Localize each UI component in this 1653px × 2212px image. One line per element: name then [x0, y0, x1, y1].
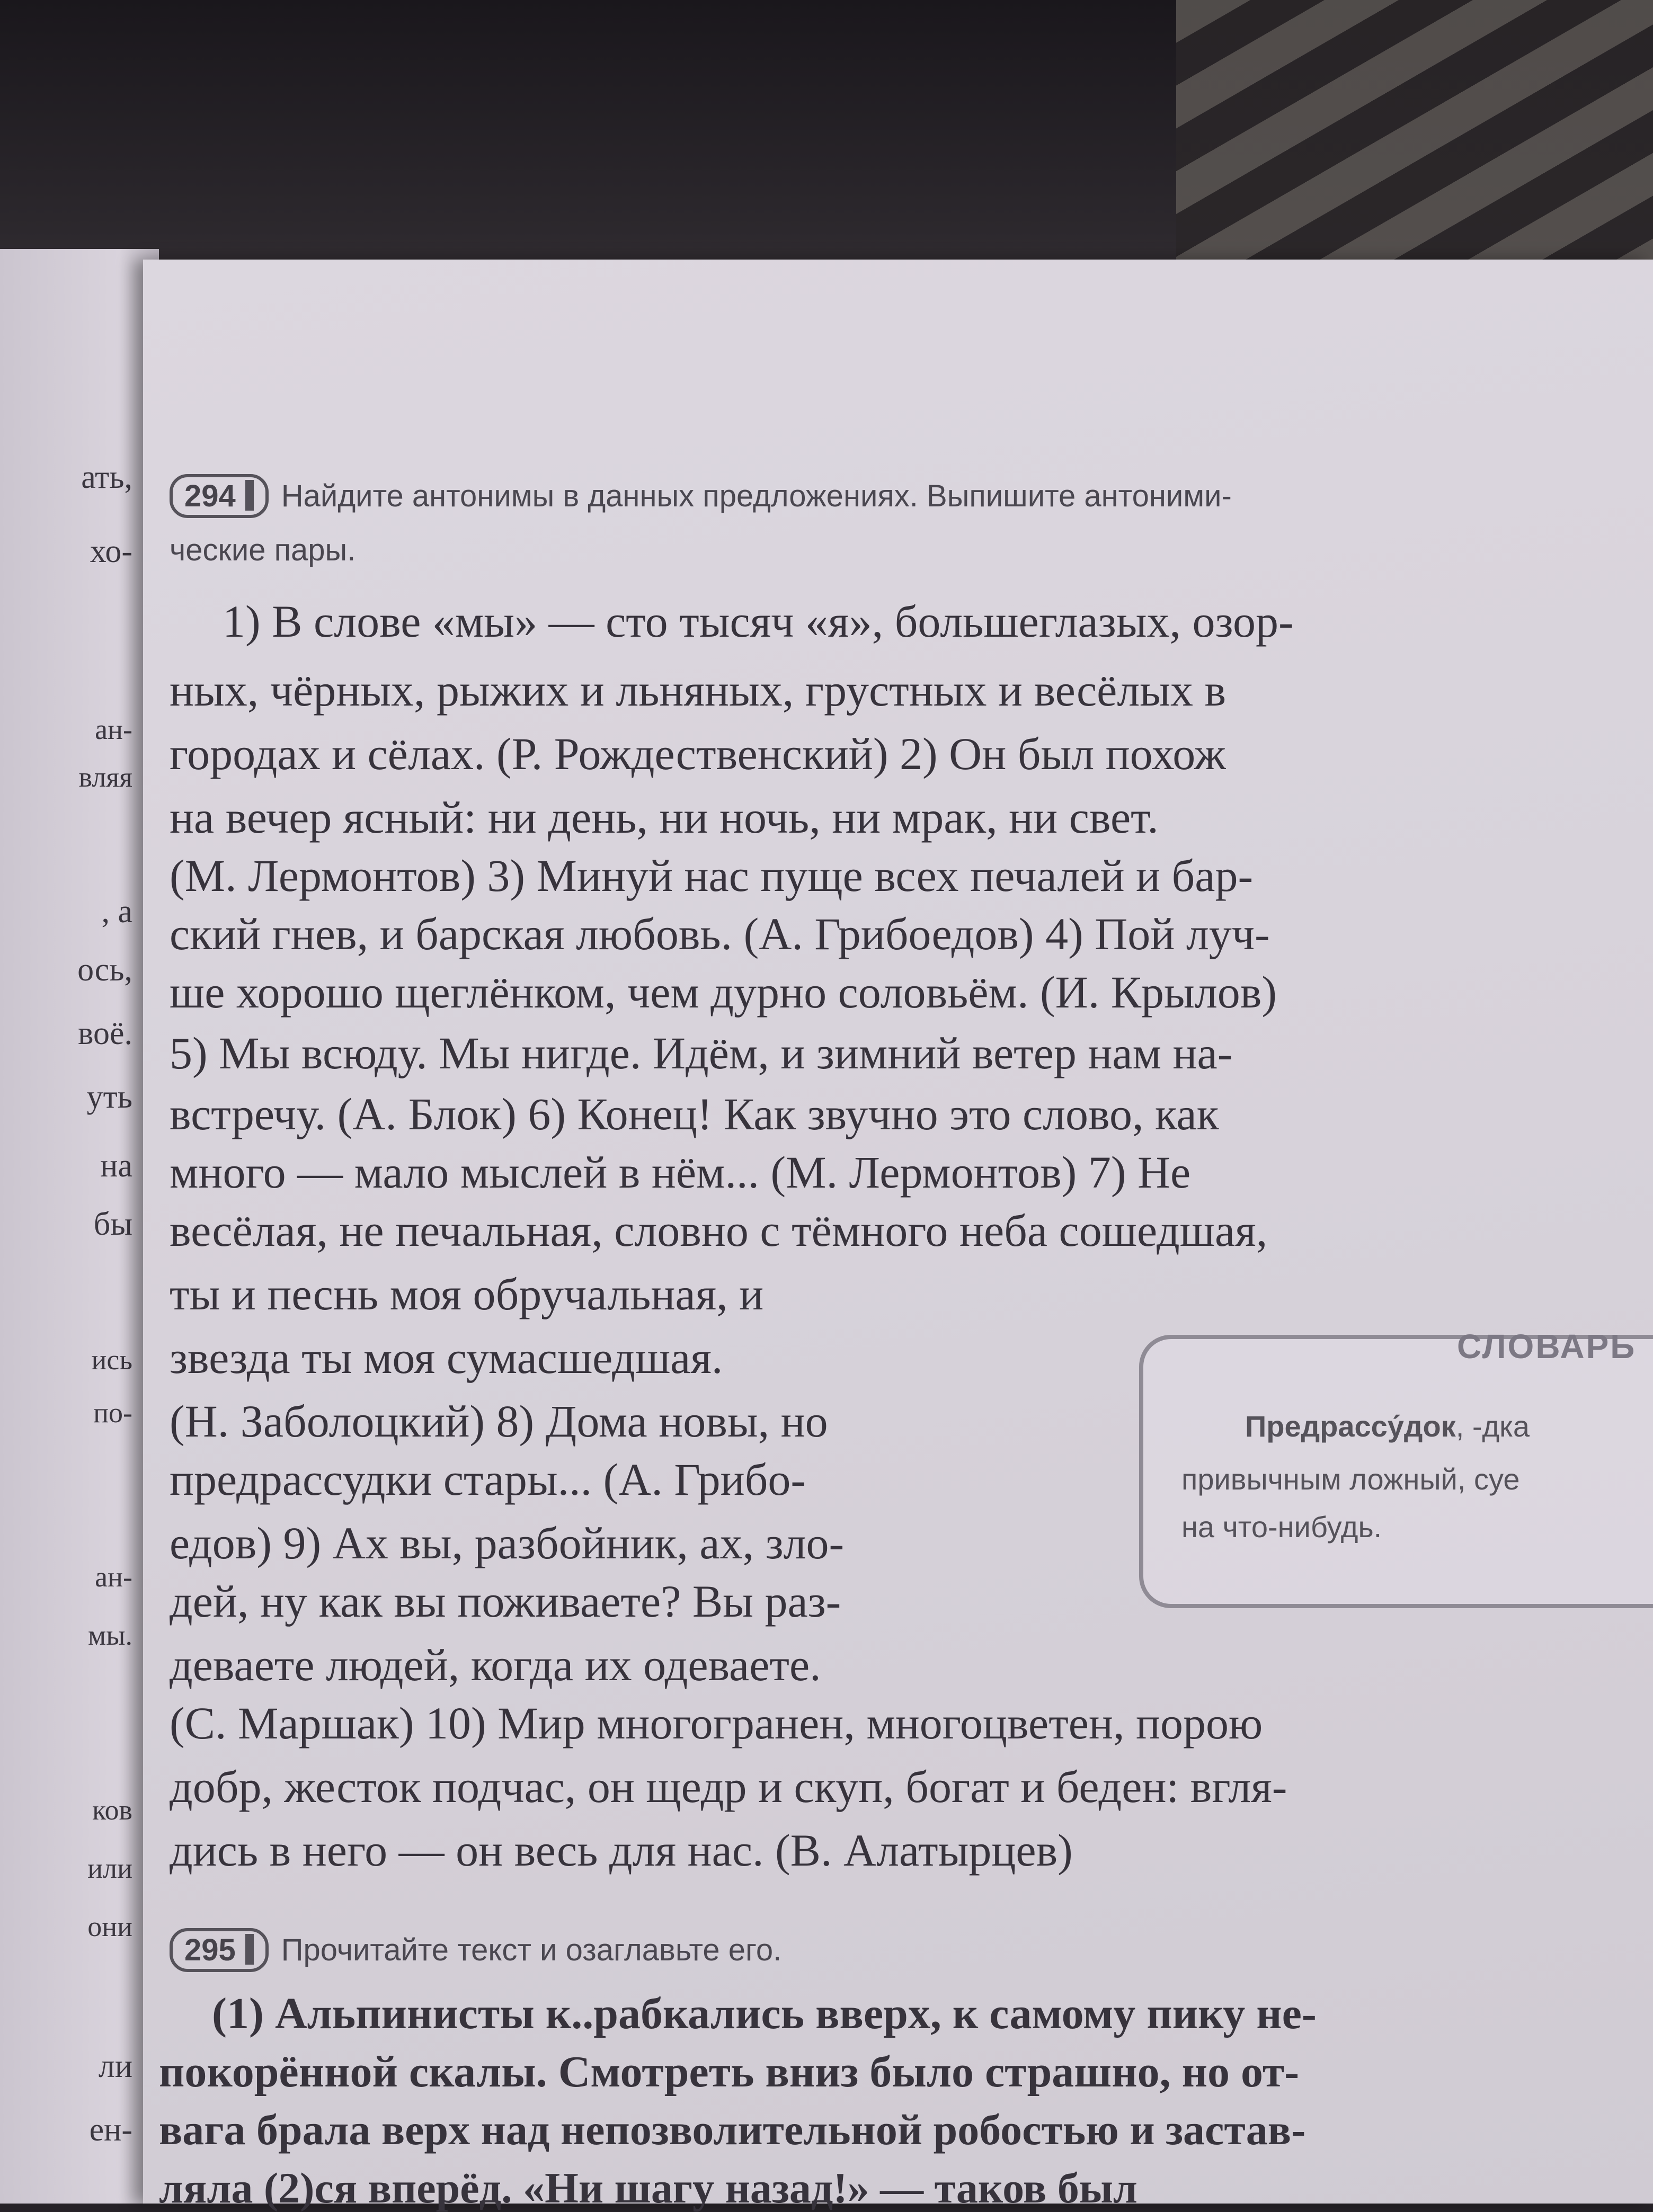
text-line: 5) Мы всюду. Мы нигде. Идём, и зимний ветер нам на- — [170, 1028, 1233, 1078]
exercise-instruction: Найдите антонимы в данных предложениях. Выпишите антоними- — [281, 479, 1232, 513]
margin-fragment: хо- — [90, 533, 132, 569]
dictionary-definition: на что-нибудь. — [1181, 1510, 1382, 1544]
margin-fragment: ан- — [95, 713, 132, 745]
dictionary-title: СЛОВАРЬ — [1457, 1327, 1637, 1366]
text-line: ский гнев, и барская любовь. (А. Грибоедов) 4) Пой луч- — [170, 908, 1270, 959]
exercise-294-header — [170, 474, 1232, 518]
text-line: добр, жесток подчас, он щедр и скуп, богат и беден: вгля- — [170, 1761, 1287, 1812]
margin-fragment: или — [87, 1852, 132, 1884]
margin-fragment: ков — [92, 1794, 132, 1826]
text-line: покорённой скалы. Смотреть вниз было страшно, но от- — [159, 2047, 1300, 2097]
margin-fragment: , а — [101, 894, 132, 930]
background-fabric — [1176, 0, 1653, 297]
text-line: едов) 9) Ах вы, разбойник, ах, зло- — [170, 1518, 845, 1568]
margin-fragment: по- — [93, 1397, 132, 1429]
margin-fragment: воё. — [78, 1015, 132, 1051]
margin-fragment: на — [100, 1148, 132, 1184]
text-line: ных, чёрных, рыжих и льняных, грустных и весёлых в — [170, 665, 1227, 716]
dictionary-term: Предрассу́док — [1245, 1410, 1456, 1443]
margin-fragment: уть — [86, 1079, 132, 1115]
dictionary-entry — [1245, 1409, 1530, 1443]
text-line: дись в него — он весь для нас. (В. Алатырцев) — [170, 1825, 1073, 1876]
text-line: ше хорошо щеглёнком, чем дурно соловьём. (И. Крылов) — [170, 967, 1277, 1018]
text-line: звезда ты моя сумасшедшая. — [170, 1332, 723, 1383]
exercise-instruction-continued: ческие пары. — [170, 533, 356, 567]
text-line: весёлая, не печальная, словно с тёмного неба сошедшая, — [170, 1205, 1268, 1256]
text-line: (Н. Заболоцкий) 8) Дома новы, но — [170, 1396, 828, 1447]
text-line: предрассудки стары... (А. Грибо- — [170, 1454, 806, 1505]
text-line: много — мало мыслей в нём... (М. Лермонтов) 7) Не — [170, 1147, 1191, 1198]
margin-fragment: ли — [98, 2048, 132, 2084]
margin-fragment: ать, — [81, 459, 132, 495]
dictionary-definition: привычным ложный, суе — [1181, 1462, 1520, 1496]
text-line: 1) В слове «мы» — сто тысяч «я», большеглазых, озор- — [223, 596, 1294, 647]
margin-fragment: ось, — [77, 952, 132, 988]
margin-fragment: они — [87, 1911, 132, 1942]
text-line: городах и сёлах. (Р. Рождественский) 2) Он был похож — [170, 728, 1226, 779]
margin-fragment: бы — [93, 1206, 132, 1242]
exercise-number-badge: 295 — [170, 1928, 269, 1972]
margin-fragment: ан- — [95, 1561, 132, 1593]
text-line: (1) Альпинисты к..рабкались вверх, к самому пику не- — [212, 1989, 1317, 2038]
margin-fragment: ись — [91, 1344, 132, 1376]
margin-fragment: вляя — [78, 761, 132, 793]
text-line: (С. Маршак) 10) Мир многогранен, многоцветен, порою — [170, 1698, 1263, 1749]
text-line: дей, ну как вы поживаете? Вы раз- — [170, 1576, 841, 1627]
exercise-instruction: Прочитайте текст и озаглавьте его. — [281, 1933, 782, 1967]
text-line: на вечер ясный: ни день, ни ночь, ни мрак, ни свет. — [170, 792, 1159, 843]
text-line: (М. Лермонтов) 3) Минуй нас пуще всех печалей и бар- — [170, 850, 1254, 901]
margin-fragment: ен- — [89, 2112, 132, 2148]
text-line: ты и песнь моя обручальная, и — [170, 1269, 764, 1319]
text-line: деваете людей, когда их одеваете. — [170, 1639, 821, 1690]
text-line: ляла (2)ся вперёд. «Ни шагу назад!» — таков был — [159, 2164, 1137, 2212]
text-line: встречу. (А. Блок) 6) Конец! Как звучно это слово, как — [170, 1089, 1219, 1139]
exercise-number-badge: 294 — [170, 474, 269, 518]
text-line: вага брала верх над непозволительной робостью и застав- — [159, 2106, 1306, 2154]
dictionary-term-suffix: , -дка — [1455, 1410, 1530, 1443]
exercise-295-header — [170, 1928, 781, 1972]
margin-fragment: мы. — [88, 1619, 132, 1651]
